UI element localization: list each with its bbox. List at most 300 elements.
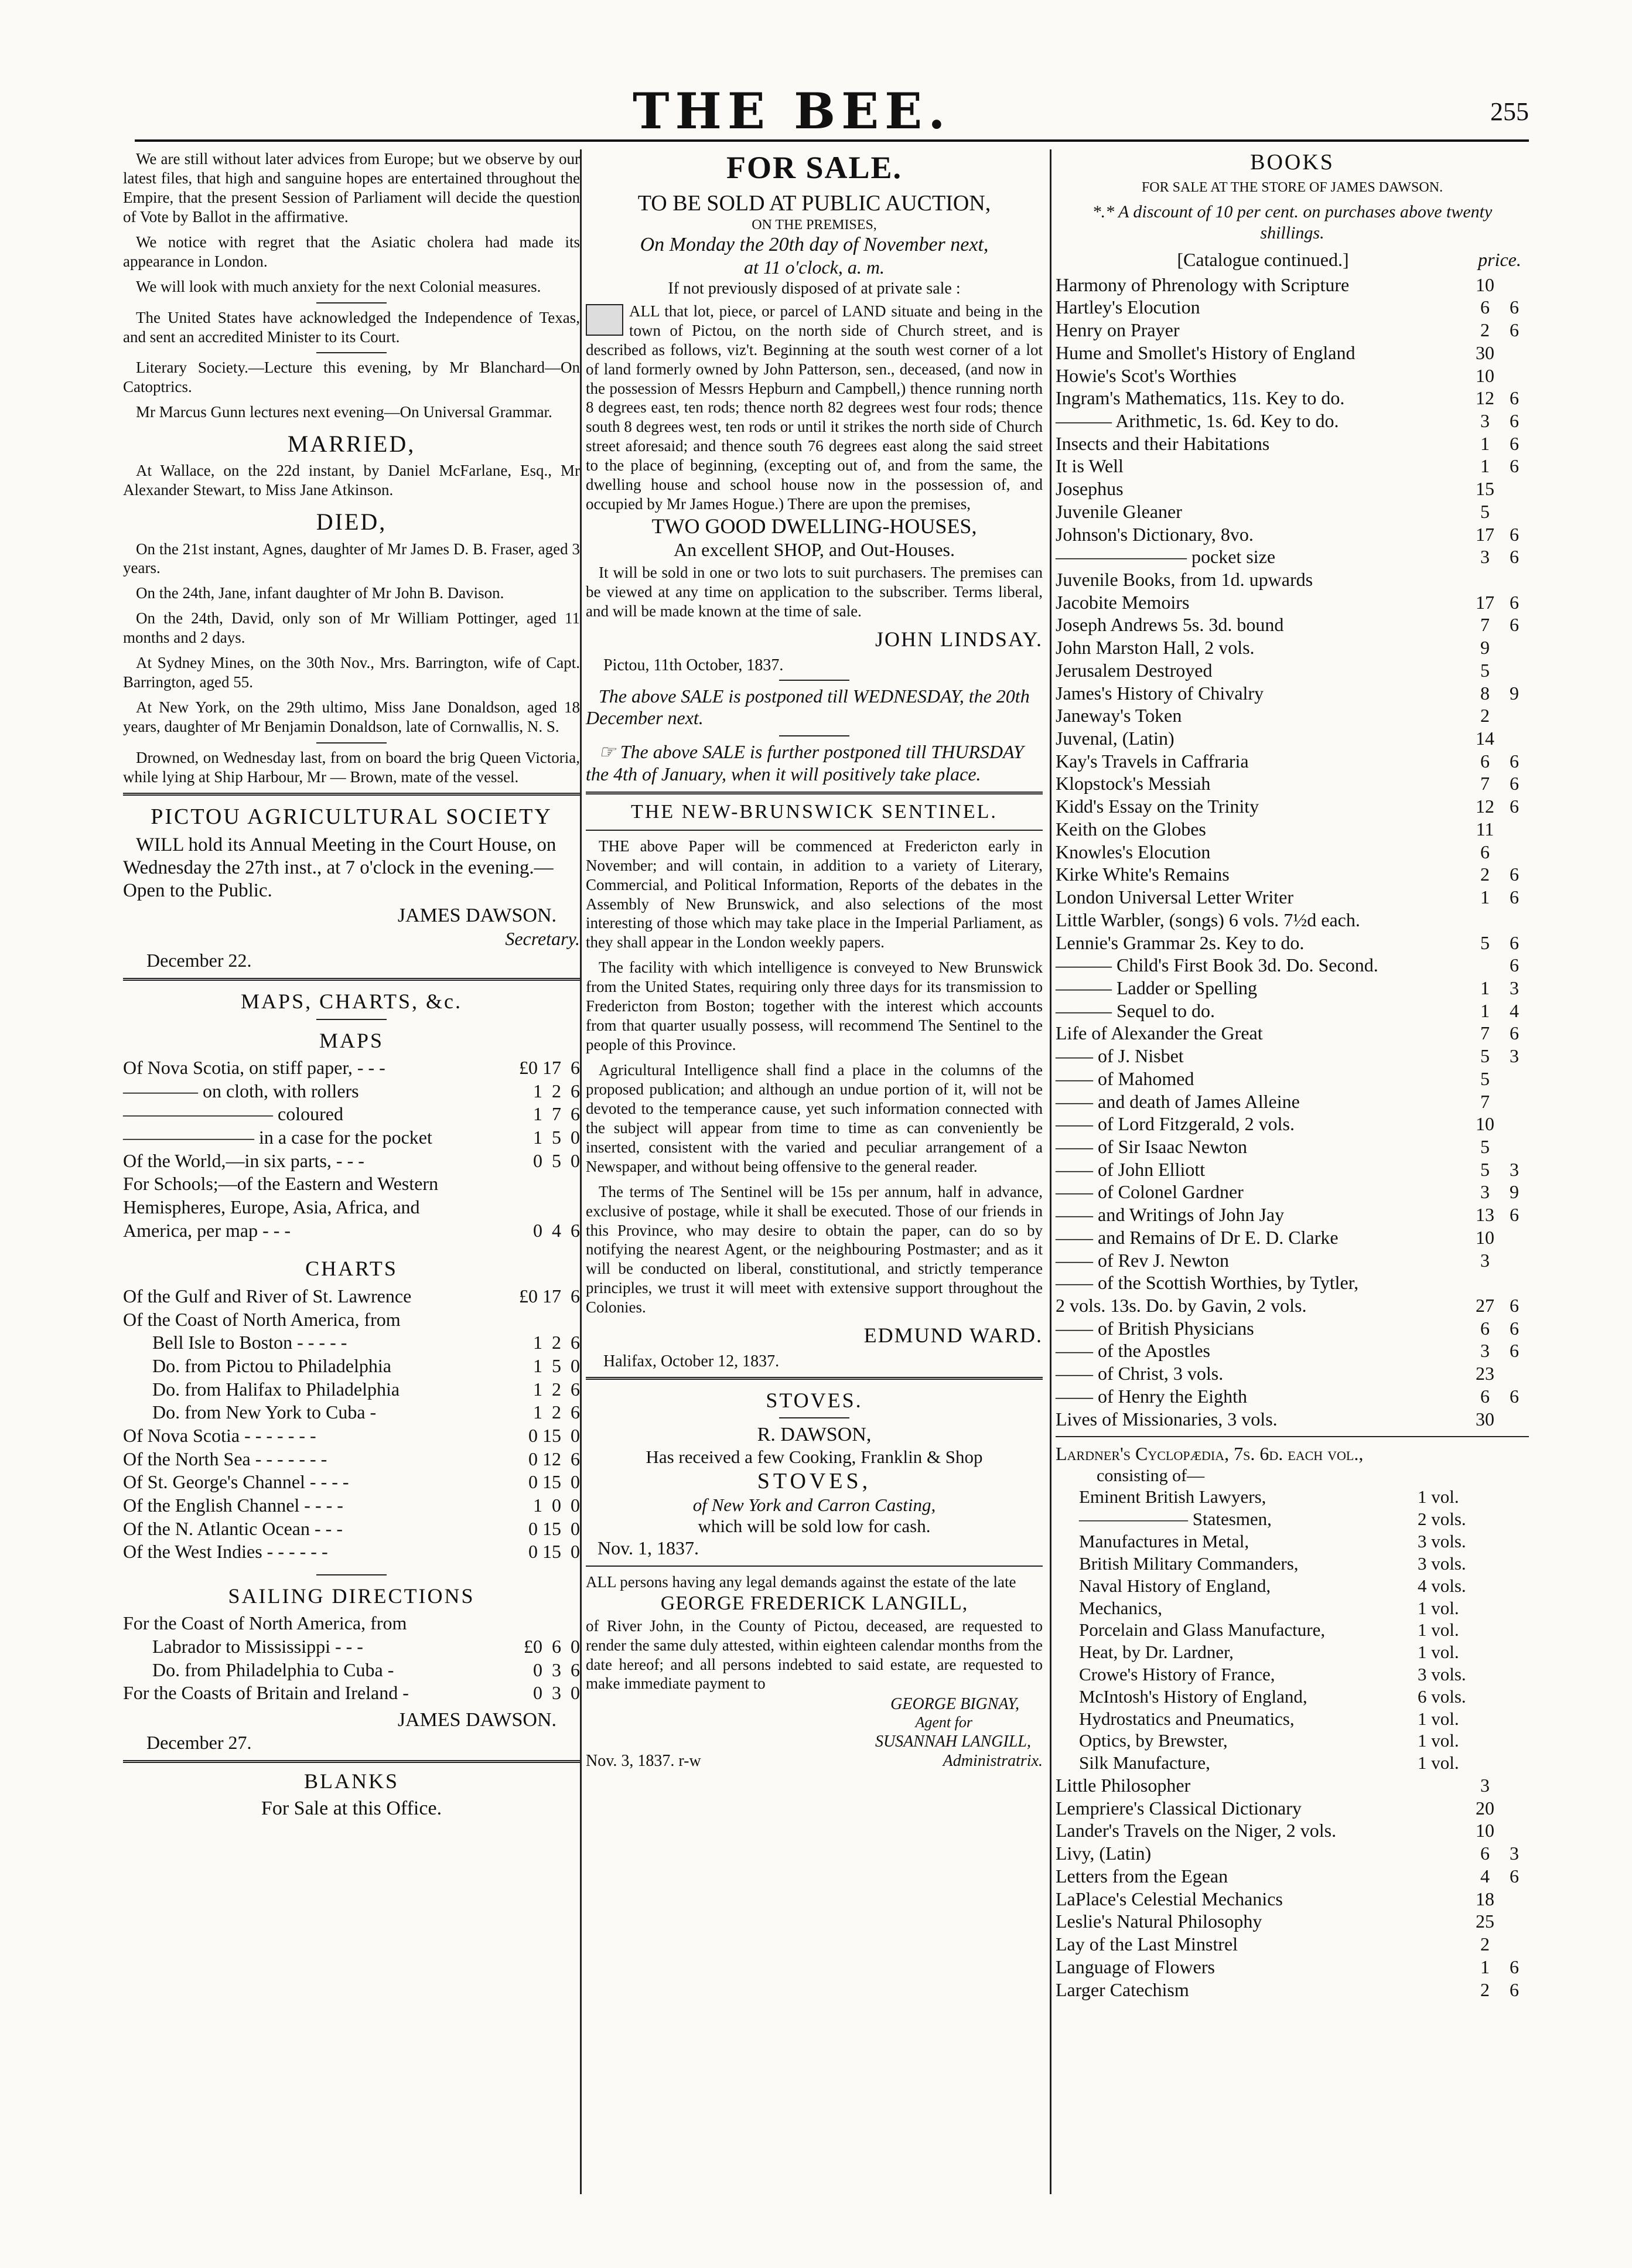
book-price-pence bbox=[1500, 1910, 1529, 1933]
lardner-row bbox=[1056, 1619, 1529, 1641]
book-price-shillings: 2 bbox=[1480, 1933, 1490, 1955]
land-description: ALL that lot, piece, or parcel of LAND situate and being in the town of Pictou, on the north side of Church street, and is described as follows, viz't. Beginning at the south west corner of a lot of land formerly owned by John Patterson, sen., deceased, (and now in the possession of Messrs Hepburn and Campbell,) thence running north 8 degrees east, ten rods; thence north 82 degrees west four rods; thence south 8 degrees west, ten rods or until it strikes the north side of Church street aforesaid; and thence south 76 degrees east along the said street to the place of beginning, (excepting out of, and from the same, the dwelling house and school house now in the possession of, and occupied by Mr James Hogue.) There are upon the premises, bbox=[586, 302, 1043, 513]
book-title: Lay of the Last Minstrel bbox=[1056, 1933, 1238, 1955]
book-price-shillings: 17 bbox=[1476, 591, 1494, 613]
price-row: Do. from Pictou to Philadelphia 1 5 0 bbox=[152, 1355, 580, 1376]
book-title: Leslie's Natural Philosophy bbox=[1056, 1911, 1262, 1932]
book-title: Lennie's Grammar 2s. Key to do. bbox=[1056, 932, 1305, 953]
book-title: Juvenile Books, from 1d. upwards bbox=[1056, 569, 1313, 591]
book-row bbox=[1056, 478, 1529, 500]
price-row: Of the West Indies - - - - - - 0 15 0 bbox=[123, 1541, 580, 1563]
book-price-pence: 3 bbox=[1510, 1045, 1519, 1067]
sailing-date: December 27. bbox=[146, 1732, 252, 1754]
book-row bbox=[1056, 432, 1529, 455]
book-row bbox=[1056, 1933, 1529, 1956]
book-title: Jacobite Memoirs bbox=[1056, 591, 1190, 613]
divider bbox=[779, 680, 849, 681]
lardner-title: McIntosh's History of England, bbox=[1079, 1686, 1307, 1707]
book-row bbox=[1056, 296, 1529, 319]
book-price-shillings: 2 bbox=[1480, 864, 1490, 885]
book-price-pence: 6 bbox=[1510, 1385, 1519, 1407]
book-title: Harmony of Phrenology with Scripture bbox=[1056, 274, 1350, 295]
book-title: —— of Henry the Eighth bbox=[1056, 1385, 1248, 1407]
news-paragraph: We notice with regret that the Asiatic cholera had made its appearance in London. bbox=[123, 233, 580, 270]
sailing-signature: JAMES DAWSON. bbox=[397, 1709, 556, 1731]
book-row bbox=[1056, 1979, 1529, 2001]
book-title: Johnson's Dictionary, 8vo. bbox=[1056, 523, 1254, 545]
sentinel-paragraph: THE above Paper will be commenced at Fredericton early in November; and will contain, in addition to a variety of Literary, Commercial, and Political Information, Reports of the debates in the Assembly of New Brunswick, and also selections of the most interesting of those which may take place in the Imperial Parliament, as they shall appear in the London weekly papers. bbox=[586, 837, 1043, 951]
book-list-continued bbox=[1056, 1774, 1529, 2001]
book-title: Howie's Scot's Worthies bbox=[1056, 364, 1237, 386]
sentinel-heading: THE NEW-BRUNSWICK SENTINEL. bbox=[631, 800, 998, 823]
book-row bbox=[1056, 1000, 1529, 1022]
death-notice: On the 24th, David, only son of Mr William Pottinger, aged 11 months and 2 days. bbox=[123, 609, 580, 647]
for-sale-heading: FOR SALE. bbox=[726, 150, 903, 185]
lardner-title: Crowe's History of France, bbox=[1079, 1663, 1275, 1684]
book-title: —— of Colonel Gardner bbox=[1056, 1181, 1244, 1203]
book-title: London Universal Letter Writer bbox=[1056, 886, 1293, 908]
book-row bbox=[1056, 1865, 1529, 1888]
price-row: Bell Isle to Boston - - - - - 1 2 6 bbox=[152, 1332, 580, 1353]
divider bbox=[586, 830, 1043, 831]
book-row bbox=[1056, 1797, 1529, 1820]
lardner-title: Hydrostatics and Pneumatics, bbox=[1079, 1708, 1295, 1729]
book-price-shillings: 6 bbox=[1480, 1843, 1490, 1864]
price-row: Do. from Philadelphia to Cuba - 0 3 6 bbox=[152, 1659, 580, 1680]
book-row bbox=[1056, 319, 1529, 342]
sentinel-paragraph: The terms of The Sentinel will be 15s per annum, half in advance, exclusive of postage, while it shall be executed. Those of our friends in this Province, who may desire to obtain the paper, can do so by notifying the nearest Agent, or the neighbouring Postmaster; and as it will be conducted on liberal, constitutional, and strictly temperance principles, we trust it will meet with extensive support throughout the Colonies. bbox=[586, 1182, 1043, 1317]
estate-administratrix: SUSANNAH LANGILL, bbox=[875, 1732, 1031, 1751]
book-row bbox=[1056, 750, 1529, 773]
book-row bbox=[1056, 613, 1529, 636]
lardner-volumes: 1 vol. bbox=[1418, 1752, 1459, 1774]
sailing-price-list bbox=[123, 1612, 580, 1705]
book-price-pence bbox=[1500, 841, 1529, 864]
book-title: Life of Alexander the Great bbox=[1056, 1022, 1263, 1044]
column-right bbox=[1056, 149, 1529, 2001]
book-price-pence: 6 bbox=[1510, 954, 1519, 976]
book-row bbox=[1056, 772, 1529, 795]
stoves-heading: STOVES. bbox=[766, 1388, 863, 1412]
book-price-shillings: 30 bbox=[1476, 342, 1494, 363]
book-row bbox=[1056, 1135, 1529, 1158]
book-price-shillings: 5 bbox=[1480, 500, 1490, 522]
book-row bbox=[1056, 1362, 1529, 1385]
sale-date: Pictou, 11th October, 1837. bbox=[603, 656, 784, 674]
price-row: Of the Coast of North America, from bbox=[123, 1308, 401, 1330]
lardner-volumes: 3 vols. bbox=[1418, 1553, 1466, 1574]
book-price-pence bbox=[1500, 659, 1529, 682]
price-row: Do. from Halifax to Philadelphia 1 2 6 bbox=[152, 1378, 580, 1400]
society-role: Secretary. bbox=[505, 927, 580, 949]
book-price-pence bbox=[1500, 1933, 1529, 1956]
book-price-pence bbox=[1500, 909, 1529, 932]
book-row bbox=[1056, 568, 1529, 591]
lardner-volumes: 1 vol. bbox=[1418, 1642, 1459, 1663]
book-price-shillings: 6 bbox=[1480, 1317, 1490, 1339]
book-title: —— of Mahomed bbox=[1056, 1068, 1194, 1089]
lardner-row bbox=[1056, 1597, 1529, 1619]
book-price-shillings: 11 bbox=[1476, 818, 1494, 840]
lardner-volumes: 1 vol. bbox=[1418, 1597, 1459, 1618]
price-row: Of Nova Scotia - - - - - - - 0 15 0 bbox=[123, 1424, 580, 1446]
price-column-label: price. bbox=[1478, 248, 1521, 270]
book-title: Juvenal, (Latin) bbox=[1056, 728, 1175, 749]
estate-name: GEORGE FREDERICK LANGILL, bbox=[660, 1592, 968, 1614]
book-price-shillings: 30 bbox=[1476, 1408, 1494, 1430]
death-notice: On the 24th, Jane, infant daughter of Mr John B. Davison. bbox=[136, 584, 504, 602]
price-row: Of the N. Atlantic Ocean - - - 0 15 0 bbox=[123, 1517, 580, 1539]
married-heading: MARRIED, bbox=[287, 431, 416, 458]
book-title: ——— Ladder or Spelling bbox=[1056, 977, 1257, 998]
book-row bbox=[1056, 342, 1529, 364]
price-row: Of St. George's Channel - - - - 0 15 0 bbox=[123, 1471, 580, 1493]
book-list bbox=[1056, 274, 1529, 1431]
sale-signature: JOHN LINDSAY. bbox=[875, 627, 1043, 652]
book-row bbox=[1056, 1158, 1529, 1181]
book-title: Juvenile Gleaner bbox=[1056, 500, 1182, 522]
book-price-pence bbox=[1500, 274, 1529, 296]
book-price-shillings: 4 bbox=[1480, 1865, 1490, 1887]
book-price-shillings: 3 bbox=[1480, 1181, 1490, 1203]
blanks-heading: BLANKS bbox=[303, 1769, 400, 1793]
lardner-title: Eminent British Lawyers, bbox=[1079, 1486, 1266, 1508]
price-row: For Schools;—of the Eastern and Western Hemispheres, Europe, Asia, Africa, and America, per map - - - 0 4 6 bbox=[123, 1173, 580, 1241]
lardner-volumes: 3 vols. bbox=[1418, 1531, 1466, 1552]
book-price-shillings: 10 bbox=[1476, 1820, 1494, 1841]
book-title: Klopstock's Messiah bbox=[1056, 773, 1211, 794]
book-price-shillings: 23 bbox=[1476, 1363, 1494, 1384]
book-title: Hume and Smollet's History of England bbox=[1056, 342, 1356, 363]
book-title: Henry on Prayer bbox=[1056, 319, 1180, 341]
stoves-text: Has received a few Cooking, Franklin & Shop bbox=[646, 1447, 983, 1468]
book-title: Kidd's Essay on the Trinity bbox=[1056, 796, 1259, 817]
divider bbox=[316, 1574, 387, 1575]
estate-agent-for: Agent for bbox=[915, 1714, 972, 1731]
divider bbox=[123, 793, 580, 796]
society-signature: JAMES DAWSON. bbox=[397, 905, 556, 927]
divider bbox=[586, 1377, 1043, 1380]
book-row bbox=[1056, 1181, 1529, 1203]
book-title: —— of J. Nisbet bbox=[1056, 1045, 1184, 1067]
book-title: LaPlace's Celestial Mechanics bbox=[1056, 1888, 1283, 1909]
book-row bbox=[1056, 795, 1529, 818]
book-row bbox=[1056, 1385, 1529, 1408]
book-price-pence: 9 bbox=[1510, 682, 1519, 704]
book-price-pence: 6 bbox=[1510, 523, 1519, 545]
divider bbox=[316, 352, 387, 353]
postponed-notice: The above SALE is postponed till WEDNESDAY, the 20th December next. bbox=[586, 685, 1030, 729]
book-price-shillings: 17 bbox=[1476, 523, 1494, 545]
book-row bbox=[1056, 410, 1529, 432]
news-paragraph: The United States have acknowledged the Independence of Texas, and sent an accredited Minister to its Court. bbox=[123, 308, 580, 346]
lardner-title: Mechanics, bbox=[1079, 1597, 1163, 1618]
book-price-shillings: 5 bbox=[1480, 659, 1490, 681]
book-price-pence: 6 bbox=[1510, 750, 1519, 772]
shop-line: An excellent SHOP, and Out-Houses. bbox=[674, 538, 955, 560]
estate-date: Nov. 3, 1837. r-w bbox=[586, 1752, 701, 1771]
book-price-shillings: 6 bbox=[1480, 841, 1490, 862]
lardner-subheading: consisting of— bbox=[1097, 1466, 1205, 1486]
lardner-volumes: 1 vol. bbox=[1418, 1619, 1459, 1641]
book-row bbox=[1056, 704, 1529, 727]
death-notice: On the 21st instant, Agnes, daughter of Mr James D. B. Fraser, aged 3 years. bbox=[123, 540, 580, 577]
auction-time: at 11 o'clock, a. m. bbox=[744, 256, 885, 278]
book-row bbox=[1056, 1249, 1529, 1272]
sentinel-paragraph: Agricultural Intelligence shall find a place in the columns of the proposed publication; and although an undue portion of it, will not be devoted to the temperance cause, yet such information connected with the subject will appear from time to time as can conveniently be inserted, consistent with the varied and peculiar arrangement of a Newspaper, and without being offensive to the general reader. bbox=[586, 1061, 1043, 1175]
price-row: ——————— in a case for the pocket 1 5 0 bbox=[123, 1127, 580, 1148]
book-price-shillings: 7 bbox=[1480, 1022, 1490, 1044]
book-title: Hartley's Elocution bbox=[1056, 296, 1200, 318]
divider bbox=[316, 742, 387, 744]
book-price-pence: 6 bbox=[1510, 387, 1519, 409]
book-price-shillings: 3 bbox=[1480, 410, 1490, 431]
price-row: Of the World,—in six parts, - - - 0 5 0 bbox=[123, 1150, 580, 1171]
book-price-pence bbox=[1500, 1819, 1529, 1842]
book-price-pence bbox=[1500, 1797, 1529, 1820]
book-row bbox=[1056, 1294, 1529, 1317]
private-sale-line: If not previously disposed of at private sale : bbox=[668, 279, 961, 298]
sale-terms: It will be sold in one or two lots to suit purchasers. The premises can be viewed at any time on application to the subscriber. Terms liberal, and will be made known at the time of sale. bbox=[586, 564, 1043, 620]
book-title: —— of John Elliott bbox=[1056, 1158, 1206, 1180]
book-row bbox=[1056, 1090, 1529, 1113]
price-row: Of Nova Scotia, on stiff paper, - - - £0 17 6 bbox=[123, 1057, 580, 1078]
book-price-shillings: 5 bbox=[1480, 1045, 1490, 1067]
lardner-title: Porcelain and Glass Manufacture, bbox=[1079, 1619, 1326, 1641]
lardner-volumes: 1 vol. bbox=[1418, 1486, 1459, 1508]
book-price-shillings: 5 bbox=[1480, 1068, 1490, 1089]
book-row bbox=[1056, 455, 1529, 478]
book-title: Language of Flowers bbox=[1056, 1956, 1215, 1977]
book-price-pence bbox=[1500, 1090, 1529, 1113]
book-price-shillings: 1 bbox=[1480, 455, 1490, 477]
book-price-pence bbox=[1500, 364, 1529, 387]
book-title: Little Philosopher bbox=[1056, 1775, 1191, 1796]
book-title: Insects and their Habitations bbox=[1056, 432, 1270, 454]
lardner-title: Heat, by Dr. Lardner, bbox=[1079, 1642, 1234, 1663]
book-row bbox=[1056, 591, 1529, 614]
book-price-shillings: 3 bbox=[1480, 1249, 1490, 1271]
book-title: Lives of Missionaries, 3 vols. bbox=[1056, 1408, 1278, 1430]
sailing-heading: SAILING DIRECTIONS bbox=[228, 1584, 475, 1608]
book-title: Ingram's Mathematics, 11s. Key to do. bbox=[1056, 387, 1345, 409]
lardner-row bbox=[1056, 1686, 1529, 1708]
book-price-pence: 6 bbox=[1510, 410, 1519, 431]
book-price-shillings: 2 bbox=[1480, 705, 1490, 727]
newspaper-title: THE BEE. bbox=[633, 82, 951, 140]
book-price-pence: 6 bbox=[1510, 1317, 1519, 1339]
death-notice: At New York, on the 29th ultimo, Miss Jane Donaldson, aged 18 years, daughter of Mr Benjamin Donaldson, late of Cornwallis, N. S. bbox=[123, 698, 580, 735]
died-heading: DIED, bbox=[316, 509, 387, 536]
price-row: Of the English Channel - - - - 1 0 0 bbox=[123, 1494, 580, 1516]
book-title: ——— Sequel to do. bbox=[1056, 1000, 1215, 1021]
postponed-notice-2: ☞ The above SALE is further postponed till THURSDAY the 4th of January, when it will positively take place. bbox=[586, 741, 1024, 785]
book-row bbox=[1056, 1271, 1529, 1294]
book-title: Letters from the Egean bbox=[1056, 1865, 1228, 1887]
book-price-pence: 6 bbox=[1510, 1204, 1519, 1226]
lardner-volumes: 2 vols. bbox=[1418, 1509, 1466, 1530]
divider bbox=[779, 735, 849, 736]
column-middle bbox=[586, 149, 1043, 1771]
book-price-shillings: 2 bbox=[1480, 1979, 1490, 2000]
lardner-volumes: 6 vols. bbox=[1418, 1686, 1466, 1707]
book-price-pence bbox=[1500, 1226, 1529, 1249]
book-price-shillings: 6 bbox=[1480, 296, 1490, 318]
book-price-shillings bbox=[1470, 568, 1500, 591]
maps-heading: MAPS bbox=[319, 1028, 384, 1052]
news-paragraph: We are still without later advices from Europe; but we observe by our latest files, that high and sanguine hopes are entertained throughout the Empire, that the present Session of Parliament will decide the question of Vote by Ballot in the affirmative. bbox=[123, 150, 580, 226]
drowned-notice: Drowned, on Wednesday last, from on board the brig Queen Victoria, while lying at Ship Harbour, Mr — Brown, mate of the vessel. bbox=[123, 748, 580, 786]
estate-intro: ALL persons having any legal demands against the estate of the late bbox=[586, 1573, 1016, 1591]
divider bbox=[123, 978, 580, 981]
book-row bbox=[1056, 909, 1529, 932]
sentinel-body bbox=[586, 837, 1043, 1318]
book-row bbox=[1056, 863, 1529, 886]
book-price-pence bbox=[1500, 478, 1529, 500]
book-title: 2 vols. 13s. Do. by Gavin, 2 vols. bbox=[1056, 1295, 1307, 1317]
book-price-pence bbox=[1500, 1135, 1529, 1158]
price-row: For the Coast of North America, from bbox=[123, 1612, 407, 1634]
lardner-list bbox=[1056, 1486, 1529, 1774]
book-price-shillings: 13 bbox=[1476, 1204, 1494, 1226]
stoves-big: STOVES, bbox=[757, 1468, 872, 1493]
sentinel-signature: EDMUND WARD. bbox=[863, 1324, 1043, 1348]
lardner-row bbox=[1056, 1553, 1529, 1575]
society-heading: PICTOU AGRICULTURAL SOCIETY bbox=[151, 804, 552, 829]
book-price-shillings: 3 bbox=[1480, 1775, 1490, 1796]
book-price-pence: 6 bbox=[1510, 296, 1519, 318]
auction-heading: TO BE SOLD AT PUBLIC AUCTION, bbox=[637, 190, 991, 216]
book-price-pence bbox=[1500, 1068, 1529, 1090]
stoves-seller: R. DAWSON, bbox=[757, 1424, 872, 1446]
maps-price-list bbox=[123, 1056, 580, 1242]
price-row: ———— on cloth, with rollers 1 2 6 bbox=[123, 1080, 580, 1101]
divider bbox=[586, 1566, 1043, 1567]
book-price-shillings: 1 bbox=[1480, 886, 1490, 908]
book-title: —— of the Scottish Worthies, by Tytler, bbox=[1056, 1272, 1359, 1294]
book-price-pence: 9 bbox=[1510, 1181, 1519, 1203]
book-title: Joseph Andrews 5s. 3d. bound bbox=[1056, 614, 1284, 636]
book-price-pence bbox=[1500, 568, 1529, 591]
book-title: ——————— pocket size bbox=[1056, 546, 1276, 568]
book-price-pence: 6 bbox=[1510, 1979, 1519, 2000]
price-row: Labrador to Mississippi - - - £0 6 0 bbox=[152, 1636, 580, 1657]
book-row bbox=[1056, 682, 1529, 705]
society-notice: WILL hold its Annual Meeting in the Court House, on Wednesday the 27th inst., at 7 o'clock in the evening.—Open to the Public. bbox=[123, 834, 556, 901]
lardner-volumes: 1 vol. bbox=[1418, 1708, 1459, 1729]
divider bbox=[316, 302, 387, 303]
lardner-title: Manufactures in Metal, bbox=[1079, 1531, 1249, 1552]
book-price-pence: 6 bbox=[1510, 864, 1519, 885]
book-price-pence: 6 bbox=[1510, 773, 1519, 794]
book-row bbox=[1056, 364, 1529, 387]
lardner-title: —————— Statesmen, bbox=[1079, 1509, 1272, 1530]
auction-date: On Monday the 20th day of November next, bbox=[640, 233, 989, 255]
book-price-shillings: 5 bbox=[1480, 1158, 1490, 1180]
book-price-pence: 6 bbox=[1510, 886, 1519, 908]
book-title: Lander's Travels on the Niger, 2 vols. bbox=[1056, 1820, 1337, 1841]
estate-body: of River John, in the County of Pictou, deceased, are requested to render the same duly attested, within eighteen calendar months from the date hereof; and all persons indebted to said estate, are requested to make immediate payment to bbox=[586, 1616, 1043, 1693]
book-price-pence: 6 bbox=[1510, 932, 1519, 953]
book-price-shillings: 12 bbox=[1476, 387, 1494, 409]
discount-note: *.* A discount of 10 per cent. on purchases above twenty shillings. bbox=[1092, 202, 1493, 243]
book-price-pence: 6 bbox=[1510, 319, 1519, 341]
book-title: Josephus bbox=[1056, 478, 1124, 500]
book-price-pence bbox=[1500, 636, 1529, 659]
price-row: For the Coasts of Britain and Ireland - 0 3 0 bbox=[123, 1682, 580, 1704]
divider bbox=[1056, 1436, 1529, 1437]
book-title: —— and death of James Alleine bbox=[1056, 1090, 1300, 1112]
book-price-pence bbox=[1500, 1888, 1529, 1911]
book-price-shillings: 12 bbox=[1476, 796, 1494, 817]
book-price-pence: 6 bbox=[1510, 614, 1519, 636]
lardner-title: Silk Manufacture, bbox=[1079, 1752, 1210, 1774]
book-row bbox=[1056, 1317, 1529, 1340]
stoves-date: Nov. 1, 1837. bbox=[598, 1537, 699, 1558]
book-price-pence bbox=[1500, 1774, 1529, 1797]
book-price-shillings: 27 bbox=[1476, 1295, 1494, 1317]
book-price-shillings: 1 bbox=[1480, 977, 1490, 998]
news-paragraph: Mr Marcus Gunn lectures next evening—On Universal Grammar. bbox=[136, 403, 552, 421]
lardner-title: Naval History of England, bbox=[1079, 1575, 1271, 1596]
book-title: Kirke White's Remains bbox=[1056, 864, 1230, 885]
price-row: Do. from New York to Cuba - 1 2 6 bbox=[152, 1401, 580, 1423]
book-row bbox=[1056, 636, 1529, 659]
column-divider bbox=[580, 149, 582, 2194]
book-price-pence: 3 bbox=[1510, 1843, 1519, 1864]
book-title: John Marston Hall, 2 vols. bbox=[1056, 637, 1255, 659]
book-price-pence: 6 bbox=[1510, 546, 1519, 568]
price-row: ———————— coloured 1 7 6 bbox=[123, 1103, 580, 1125]
books-heading: BOOKS bbox=[1250, 150, 1334, 175]
book-price-shillings: 8 bbox=[1480, 682, 1490, 704]
lardner-row bbox=[1056, 1730, 1529, 1752]
estate-notice bbox=[586, 1573, 1043, 1592]
book-row bbox=[1056, 274, 1529, 296]
book-row bbox=[1056, 1956, 1529, 1979]
lardner-row bbox=[1056, 1708, 1529, 1730]
book-price-shillings: 7 bbox=[1480, 1090, 1490, 1112]
book-price-pence: 6 bbox=[1510, 1956, 1519, 1977]
book-title: Keith on the Globes bbox=[1056, 818, 1206, 840]
book-row bbox=[1056, 659, 1529, 682]
newspaper-page bbox=[111, 76, 1529, 2215]
divider bbox=[586, 792, 1043, 794]
book-price-pence bbox=[1500, 1249, 1529, 1272]
book-row bbox=[1056, 1022, 1529, 1045]
book-price-shillings: 2 bbox=[1480, 319, 1490, 341]
masthead bbox=[111, 76, 1529, 146]
book-price-shillings: 10 bbox=[1476, 364, 1494, 386]
book-price-shillings bbox=[1470, 954, 1500, 977]
book-row bbox=[1056, 977, 1529, 1000]
book-price-shillings: 9 bbox=[1480, 637, 1490, 659]
charts-heading: CHARTS bbox=[305, 1257, 398, 1281]
book-price-shillings: 14 bbox=[1476, 728, 1494, 749]
book-row bbox=[1056, 818, 1529, 841]
book-title: —— and Remains of Dr E. D. Clarke bbox=[1056, 1226, 1339, 1248]
book-price-pence: 6 bbox=[1510, 1865, 1519, 1887]
sentinel-date: Halifax, October 12, 1837. bbox=[603, 1352, 780, 1370]
lardner-title: British Military Commanders, bbox=[1079, 1553, 1299, 1574]
married-notice: At Wallace, on the 22d instant, by Daniel McFarlane, Esq., Mr Alexander Stewart, to Miss Jane Atkinson. bbox=[123, 462, 580, 499]
houses-heading: TWO GOOD DWELLING-HOUSES, bbox=[651, 514, 977, 538]
book-price-shillings: 5 bbox=[1480, 1135, 1490, 1157]
book-price-pence: 6 bbox=[1510, 455, 1519, 477]
blanks-text: For Sale at this Office. bbox=[261, 1798, 442, 1820]
book-price-pence: 6 bbox=[1510, 1295, 1519, 1317]
book-title: Knowles's Elocution bbox=[1056, 841, 1211, 862]
